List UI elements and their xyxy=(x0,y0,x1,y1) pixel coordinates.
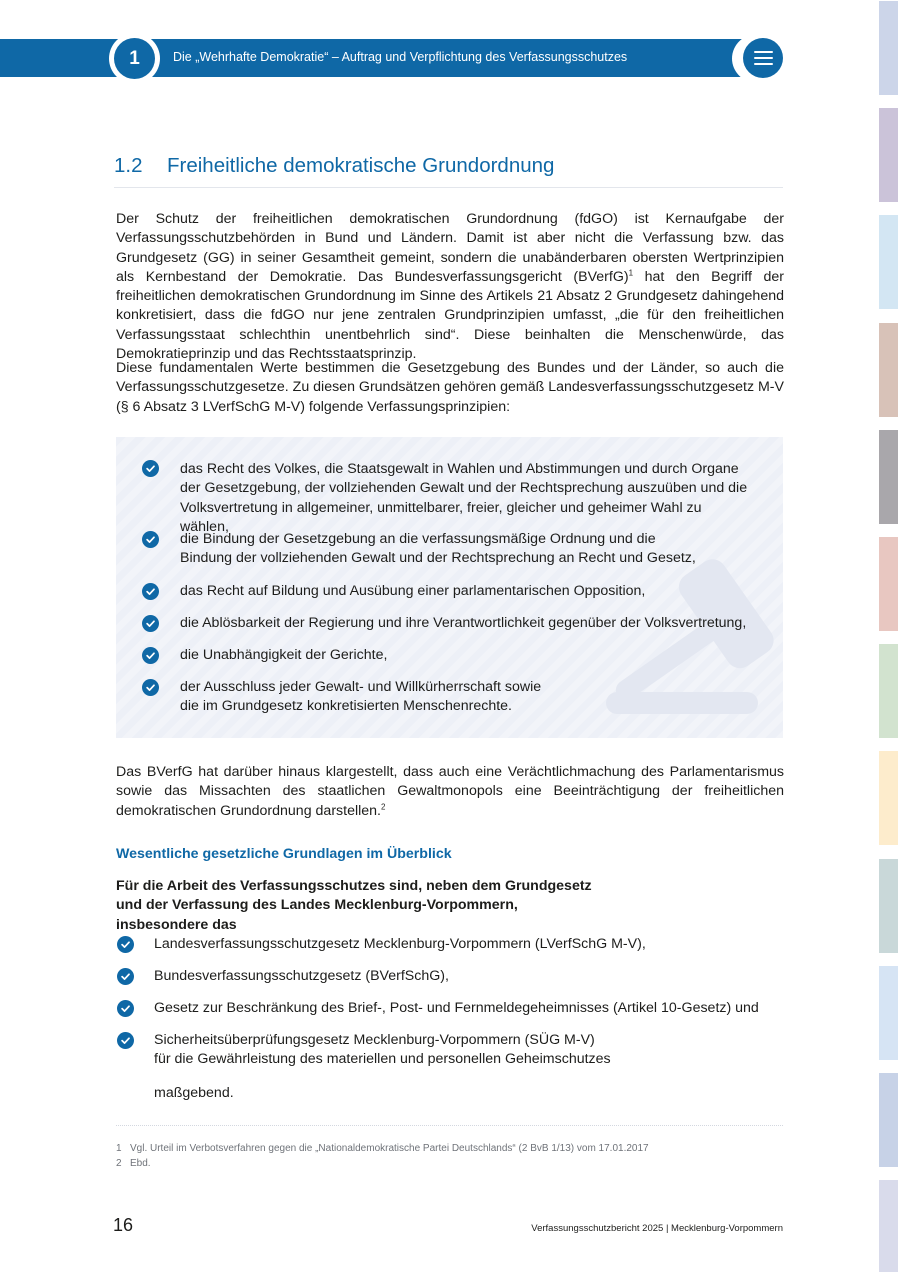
menu-button[interactable] xyxy=(743,38,783,78)
chapter-tab-7[interactable] xyxy=(879,644,898,738)
check-circle-icon xyxy=(142,531,159,548)
footnote: 2 Ebd. xyxy=(116,1158,151,1169)
check-circle-icon xyxy=(117,1000,134,1017)
chapter-tab-3[interactable] xyxy=(879,215,898,309)
bverfg-paragraph: Das BVerfG hat darüber hinaus klargestellt, dass auch eine Verächtlichmachung des Parlamentarismus sowie das Missachten des staatlichen Gewaltmonopols eine Beeinträchtigung der freiheitlichen demokratischen Grundordnung darstellen.$^2$ xyxy=(116,764,784,819)
law-item: Landesverfassungsschutzgesetz Mecklenburg-Vorpommern (LVerfSchG M-V), xyxy=(154,936,646,952)
footnote-ref-1[interactable]: 1 xyxy=(628,268,634,278)
chapter-tab-4[interactable] xyxy=(879,323,898,417)
chapter-number-badge: 1 xyxy=(114,38,155,79)
section-title: Freiheitliche demokratische Grundordnung xyxy=(167,154,555,177)
chapter-tab-8[interactable] xyxy=(879,751,898,845)
law-item: Bundesverfassungsschutzgesetz (BVerfSchG), xyxy=(154,968,449,984)
check-circle-icon xyxy=(142,460,159,477)
chapter-tab-1[interactable] xyxy=(879,1,898,95)
principle-item: die Unabhängigkeit der Gerichte, xyxy=(180,647,388,663)
law-item: Gesetz zur Beschränkung des Brief-, Post- und Fernmeldegeheimnisses (Artikel 10-Gesetz) und xyxy=(154,1000,759,1016)
section-heading xyxy=(114,153,783,188)
principle-item: die Ablösbarkeit der Regierung und ihre Verantwortlichkeit gegenüber der Volksvertretung, xyxy=(180,615,747,631)
principle-item: der Ausschluss jeder Gewalt- und Willkürherrschaft sowie die im Grundgesetz konkretisierten Menschenrechte. xyxy=(180,679,542,715)
chapter-tab-2[interactable] xyxy=(879,108,898,202)
principle-item: das Recht des Volkes, die Staatsgewalt in Wahlen und Abstimmungen und durch Organe der Gesetzgebung, der vollziehenden Gewalt und der Rechtsprechung auszuüben und die Volksvertretung in allgemeiner, unmittelbarer, freier, gleicher und geheimer Wahl zu wählen, xyxy=(180,461,748,535)
principles-intro-paragraph: Diese fundamentalen Werte bestimmen die Gesetzgebung des Bundes und der Länder, so auch die Verfassungsschutzgesetze. Zu diesen Grundsätzen gehören gemäß Landesverfassungsschutzgesetz M-V (§ 6 Absatz 3 LVerfSchG M-V) folgende Verfassungsprinzipien: xyxy=(116,360,784,415)
chapter-tab-11[interactable] xyxy=(879,1073,898,1167)
check-circle-icon xyxy=(142,583,159,600)
section-number: 1.2 xyxy=(114,154,143,177)
chapter-tab-9[interactable] xyxy=(879,859,898,953)
legal-basis-closing: maßgebend. xyxy=(154,1085,234,1101)
footnote: 1 Vgl. Urteil im Verbotsverfahren gegen die „Nationaldemokratische Partei Deutschlands“ (2 BvB 1/13) vom 17.01.2017 xyxy=(116,1143,649,1154)
hamburger-menu-icon xyxy=(754,51,773,53)
legal-basis-heading: Wesentliche gesetzliche Grundlagen im Überblick xyxy=(116,846,452,862)
page-number: 16 xyxy=(113,1215,134,1235)
legal-basis-intro: Für die Arbeit des Verfassungsschutzes sind, neben dem Grundgesetz und der Verfassung des Landes Mecklenburg-Vorpommern, insbesondere das xyxy=(116,878,592,933)
check-circle-icon xyxy=(117,968,134,985)
principle-item: das Recht auf Bildung und Ausübung einer parlamentarischen Opposition, xyxy=(180,583,646,599)
intro-paragraph: Der Schutz der freiheitlichen demokratischen Grundordnung (fdGO) ist Kernaufgabe der Verfassungsschutzbehörden in Bund und Ländern. Damit ist aber nicht die Verfassung bzw. das Grundgesetz (GG) in seiner Gesamtheit gemeint, sondern die unabänderbaren obersten Wertprinzipien als Kernbestand der Demokratie. Das Bundesverfassungsgericht (BVerfG)$^1$ hat den Begriff der freiheitlichen demokratischen Grundordnung im Sinne des Artikels 21 Absatz 2 Grundgesetz dahingehend konkretisiert, dass die fdGO nur jene zentralen Grundprinzipien umfasst, „die für den freiheitlichen Verfassungsstaat schlechthin unentbehrlich sind“. Diese beinhalten die Menschenwürde, das Demokratieprinzip und das Rechtsstaatsprinzip. xyxy=(116,211,784,363)
chapter-tab-6[interactable] xyxy=(879,537,898,631)
law-item: Sicherheitsüberprüfungsgesetz Mecklenburg-Vorpommern (SÜG M-V) für die Gewährleistung des materiellen und personellen Geheimschutzes xyxy=(154,1032,611,1068)
check-circle-icon xyxy=(117,936,134,953)
principle-item: die Bindung der Gesetzgebung an die verfassungsmäßige Ordnung und die Bindung der vollziehenden Gewalt und der Rechtsprechung an Recht und Gesetz, xyxy=(180,531,696,567)
chapter-tab-10[interactable] xyxy=(879,966,898,1060)
chapter-tab-12[interactable] xyxy=(879,1180,898,1272)
check-circle-icon xyxy=(142,615,159,632)
chapter-tab-5[interactable] xyxy=(879,430,898,524)
footnote-ref-2[interactable]: 2 xyxy=(381,801,386,811)
footnote-divider xyxy=(116,1125,783,1126)
check-circle-icon xyxy=(117,1032,134,1049)
chapter-title: Die „Wehrhafte Demokratie“ – Auftrag und Verpflichtung des Verfassungsschutzes xyxy=(173,50,628,64)
check-circle-icon xyxy=(142,679,159,696)
check-circle-icon xyxy=(142,647,159,664)
publication-footer: Verfassungsschutzbericht 2025 | Mecklenburg-Vorpommern xyxy=(531,1223,783,1234)
